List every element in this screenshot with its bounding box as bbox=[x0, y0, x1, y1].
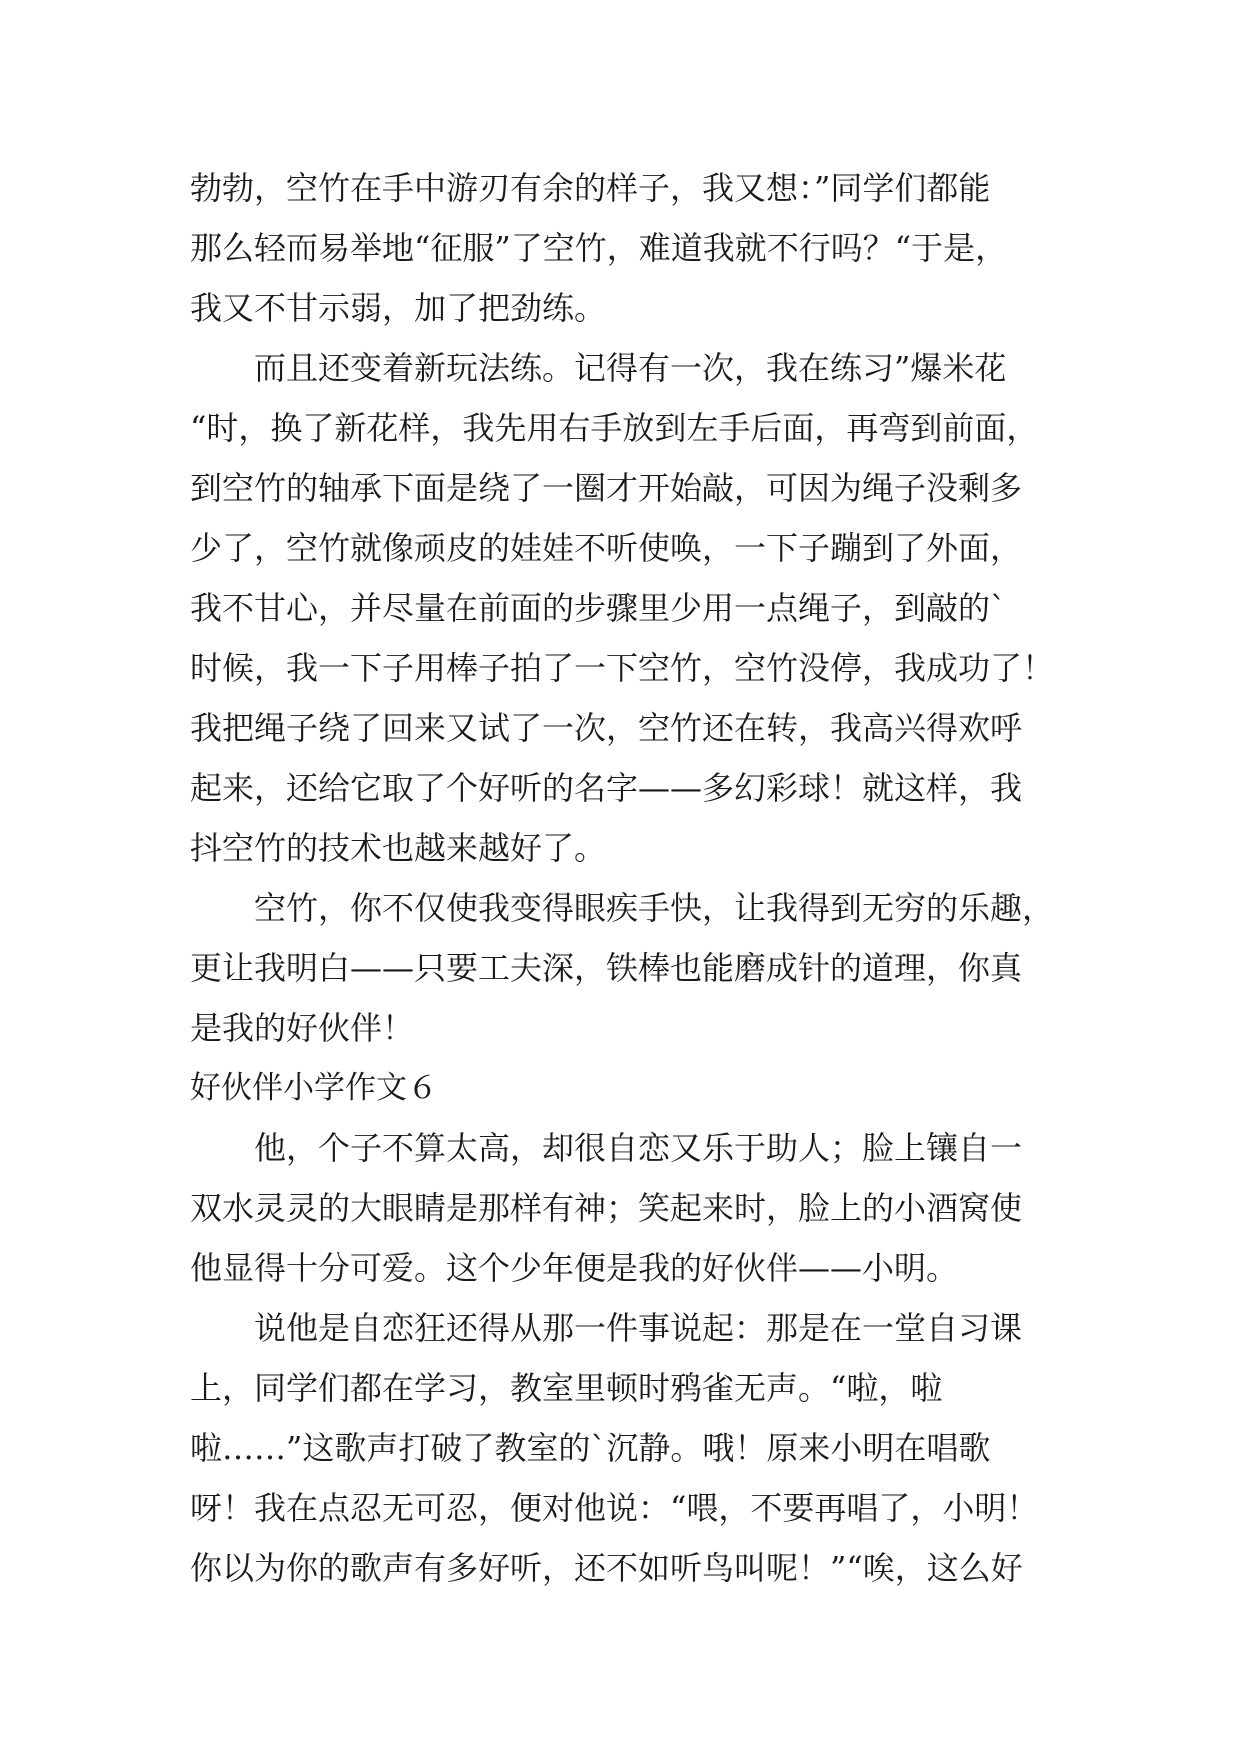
text-line: 勃勃，空竹在手中游刃有余的样子，我又想：”同学们都能 bbox=[190, 169, 991, 207]
document-body bbox=[190, 158, 1060, 1598]
paragraph bbox=[190, 878, 1060, 1058]
text-line: 你以为你的歌声有多好听，还不如听鸟叫呢！”“唉，这么好 bbox=[190, 1549, 1023, 1587]
text-line: 他，个子不算太高，却很自恋又乐于助人；脸上镶自一 bbox=[254, 1129, 1023, 1167]
text-line: 双水灵灵的大眼睛是那样有神；笑起来时，脸上的小酒窝使 bbox=[190, 1189, 1023, 1227]
text-line: 而且还变着新玩法练。记得有一次，我在练习”爆米花 bbox=[254, 349, 1007, 387]
text-line: 我把绳子绕了回来又试了一次，空竹还在转，我高兴得欢呼 bbox=[190, 709, 1023, 747]
text-line: “时，换了新花样，我先用右手放到左手后面，再弯到前面， bbox=[190, 409, 1039, 447]
text-line: 空竹，你不仅使我变得眼疾手快，让我得到无穷的乐趣， bbox=[254, 889, 1055, 927]
section-heading: 好伙伴小学作文６ bbox=[190, 1070, 438, 1106]
text-line: 到空竹的轴承下面是绕了一圈才开始敲，可因为绳子没剩多 bbox=[190, 469, 1023, 507]
text-line: 那么轻而易举地“征服”了空竹，难道我就不行吗？“于是， bbox=[190, 229, 1008, 267]
text-line: 时候，我一下子用棒子拍了一下空竹，空竹没停，我成功了！ bbox=[190, 649, 1055, 687]
text-line: 说他是自恋狂还得从那一件事说起：那是在一堂自习课 bbox=[254, 1309, 1023, 1347]
text-line: 啦……”这歌声打破了教室的`沉静。哦！原来小明在唱歌 bbox=[190, 1429, 991, 1467]
text-line: 少了，空竹就像顽皮的娃娃不听使唤，一下子蹦到了外面， bbox=[190, 529, 1023, 567]
paragraph bbox=[190, 1298, 1060, 1598]
text-line: 我不甘心，并尽量在前面的步骤里少用一点绳子，到敲的` bbox=[190, 589, 1007, 627]
text-line: 起来，还给它取了个好听的名字——多幻彩球！就这样，我 bbox=[190, 769, 1023, 807]
text-line: 上，同学们都在学习，教室里顿时鸦雀无声。“啦，啦 bbox=[190, 1369, 943, 1407]
paragraph bbox=[190, 158, 1060, 338]
paragraph bbox=[190, 1118, 1060, 1298]
text-line: 呀！我在点忍无可忍，便对他说：“喂，不要再唱了，小明！ bbox=[190, 1489, 1039, 1527]
paragraph bbox=[190, 338, 1060, 878]
text-line: 抖空竹的技术也越来越好了。 bbox=[190, 829, 607, 867]
text-line: 他显得十分可爱。这个少年便是我的好伙伴——小明。 bbox=[190, 1249, 959, 1287]
text-line: 我又不甘示弱，加了把劲练。 bbox=[190, 289, 607, 327]
text-line: 是我的好伙伴！ bbox=[190, 1009, 415, 1047]
text-line: 更让我明白——只要工夫深，铁棒也能磨成针的道理，你真 bbox=[190, 949, 1023, 987]
